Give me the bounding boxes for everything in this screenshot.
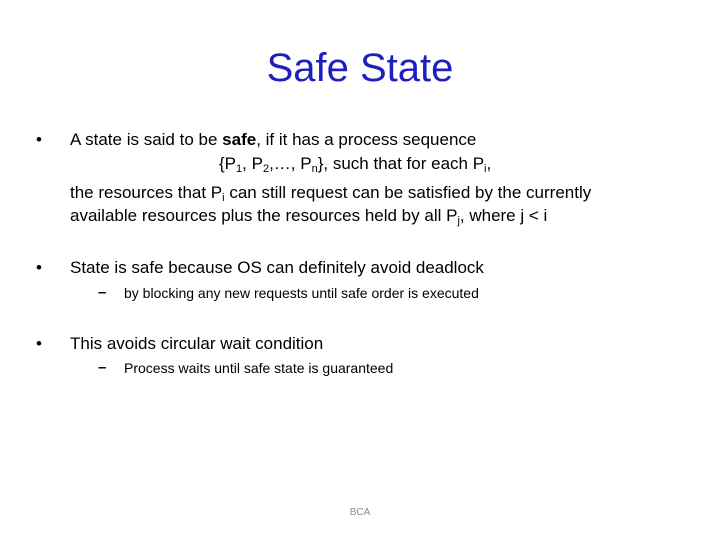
bullet-marker: • bbox=[36, 334, 42, 353]
bullet-2-text: State is safe because OS can definitely avoid deadlock bbox=[70, 258, 484, 277]
bullet-1-line-4: available resources plus the resources held by all $P_j$, where j < i bbox=[70, 206, 548, 227]
bullet-1-line-1: A state is said to be safe, if it has a process sequence bbox=[70, 130, 477, 149]
bullet-3-text: This avoids circular wait condition bbox=[70, 334, 324, 353]
bullet-marker: • bbox=[36, 130, 42, 149]
bullet-3-sub-text: Process waits until safe state is guaranteed bbox=[124, 360, 394, 376]
bullet-marker: • bbox=[36, 258, 42, 277]
footer-label: BCA bbox=[349, 507, 371, 518]
bullet-1-line-2: {$P_1$, $P_2,\dots$, $P_n$}, such that for each $P_i$, bbox=[219, 154, 492, 175]
bullet-1-line-3: the resources that $P_i$ can still request can be satisfied by the currently bbox=[70, 183, 592, 204]
bullet-2-sub-text: by blocking any new requests until safe order is executed bbox=[124, 285, 479, 301]
slide-title: Safe State bbox=[266, 46, 454, 90]
sub-bullet-marker: – bbox=[98, 284, 107, 301]
sub-bullet-marker: – bbox=[98, 359, 107, 376]
